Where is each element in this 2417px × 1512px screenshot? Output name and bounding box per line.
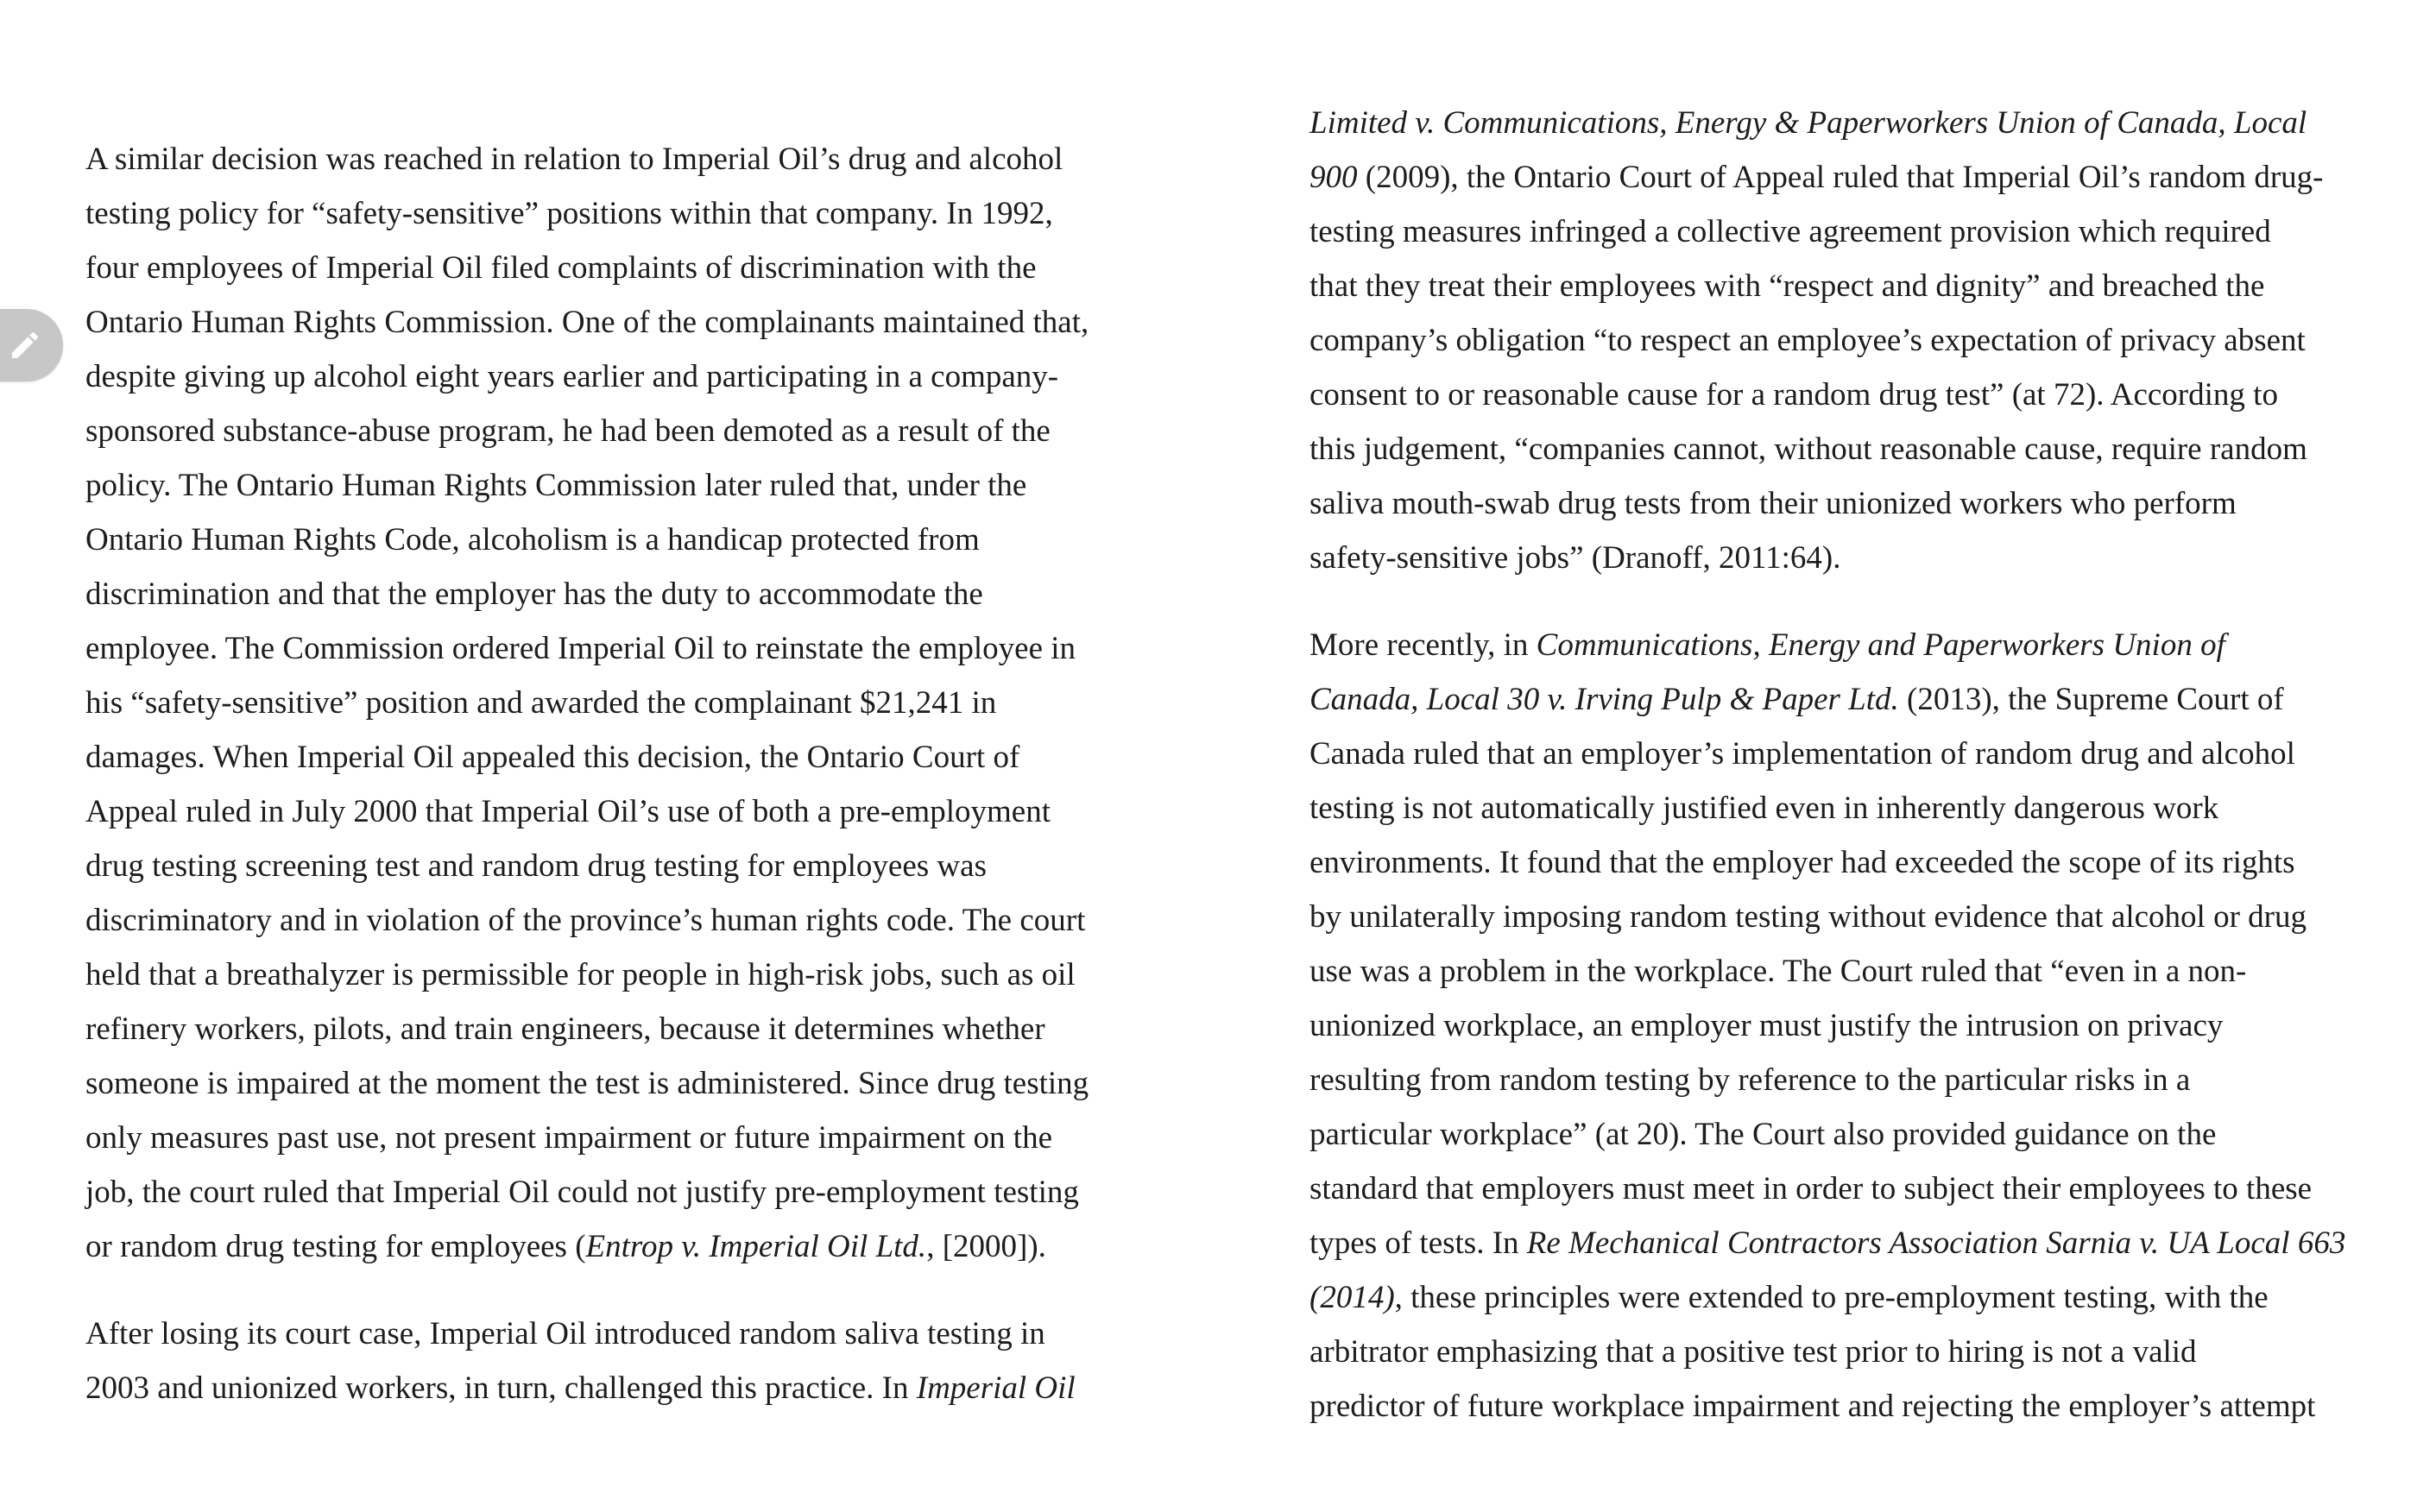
text-line bbox=[85, 1056, 1152, 1111]
text-run: job, the court ruled that Imperial Oil could not justify pre-employment testing bbox=[85, 1175, 1079, 1210]
text-run: consent to or reasonable cause for a random drug test” (at 72). According to bbox=[1309, 377, 2278, 413]
right-paragraph-1 bbox=[1309, 96, 2380, 585]
text-run: despite giving up alcohol eight years earlier and participating in a company- bbox=[85, 359, 1059, 394]
text-run: testing is not automatically justified even in inherently dangerous work bbox=[1309, 791, 2219, 826]
text-run: or random drug testing for employees ( bbox=[85, 1229, 586, 1264]
text-run: held that a breathalyzer is permissible for people in high-risk jobs, such as oil bbox=[85, 957, 1076, 992]
text-line bbox=[85, 350, 1152, 404]
right-column bbox=[1309, 96, 2380, 1433]
italic-citation: Limited v. Communications, Energy & Paperworkers Union of Canada, Local bbox=[1309, 105, 2307, 141]
text-line bbox=[85, 893, 1152, 948]
text-line bbox=[1309, 672, 2380, 727]
text-line bbox=[1309, 368, 2380, 422]
text-run: , [2000]). bbox=[926, 1229, 1046, 1264]
italic-citation: (2014) bbox=[1309, 1280, 1395, 1315]
text-line bbox=[85, 784, 1152, 839]
text-line bbox=[1309, 1379, 2380, 1433]
text-line bbox=[85, 295, 1152, 350]
text-run: safety-sensitive jobs” (Dranoff, 2011:64). bbox=[1309, 540, 1841, 576]
text-run: After losing its court case, Imperial Oil introduced random saliva testing in bbox=[85, 1316, 1045, 1351]
italic-citation: 900 bbox=[1309, 160, 1358, 195]
text-line bbox=[1309, 781, 2380, 835]
text-line bbox=[85, 567, 1152, 621]
italic-citation: Communications, Energy and Paperworkers Union of bbox=[1536, 627, 2225, 663]
edit-button[interactable] bbox=[0, 309, 63, 381]
text-run: only measures past use, not present impairment or future impairment on the bbox=[85, 1120, 1052, 1156]
text-line bbox=[1309, 205, 2380, 259]
text-run: standard that employers must meet in order to subject their employees to these bbox=[1309, 1171, 2313, 1206]
left-paragraph-2 bbox=[85, 1307, 1152, 1415]
text-run: discriminatory and in violation of the province’s human rights code. The court bbox=[85, 903, 1086, 938]
text-line bbox=[85, 1111, 1152, 1165]
text-run: saliva mouth-swab drug tests from their unionized workers who perform bbox=[1309, 486, 2237, 521]
text-run: drug testing screening test and random drug testing for employees was bbox=[85, 848, 987, 884]
text-line bbox=[85, 1002, 1152, 1056]
text-line bbox=[85, 186, 1152, 241]
text-line bbox=[85, 1307, 1152, 1361]
text-line bbox=[1309, 727, 2380, 781]
text-run: this judgement, “companies cannot, without reasonable cause, require random bbox=[1309, 432, 2307, 467]
text-run: types of tests. In bbox=[1309, 1225, 1527, 1261]
text-run: by unilaterally imposing random testing without evidence that alcohol or drug bbox=[1309, 899, 2307, 935]
text-run: refinery workers, pilots, and train engineers, because it determines whether bbox=[85, 1011, 1045, 1047]
text-line bbox=[85, 948, 1152, 1002]
text-line bbox=[1309, 1107, 2380, 1162]
text-line bbox=[85, 1219, 1152, 1274]
text-line bbox=[1309, 259, 2380, 313]
pencil-icon bbox=[8, 328, 42, 362]
text-line bbox=[1309, 1270, 2380, 1325]
text-run: Ontario Human Rights Code, alcoholism is a handicap protected from bbox=[85, 522, 980, 558]
text-run: testing policy for “safety-sensitive” positions within that company. In 1992, bbox=[85, 196, 1053, 231]
text-run: sponsored substance-abuse program, he had been demoted as a result of the bbox=[85, 413, 1051, 449]
text-line bbox=[1309, 313, 2380, 368]
italic-citation: Re Mechanical Contractors Association Sarnia v. UA Local 663 bbox=[1526, 1225, 2346, 1261]
text-run: Ontario Human Rights Commission. One of the complainants maintained that, bbox=[85, 305, 1089, 340]
text-run: , these principles were extended to pre-employment testing, with the bbox=[1394, 1280, 2269, 1315]
text-line bbox=[1309, 422, 2380, 476]
text-line bbox=[1309, 890, 2380, 944]
text-run: employee. The Commission ordered Imperial Oil to reinstate the employee in bbox=[85, 631, 1076, 666]
italic-citation: Imperial Oil bbox=[916, 1370, 1076, 1406]
text-run: his “safety-sensitive” position and awarded the complainant $21,241 in bbox=[85, 685, 997, 721]
text-line bbox=[85, 621, 1152, 676]
text-run: (2009), the Ontario Court of Appeal ruled that Imperial Oil’s random drug- bbox=[1357, 160, 2324, 195]
text-run: More recently, in bbox=[1309, 627, 1537, 663]
text-line bbox=[85, 132, 1152, 186]
text-run: unionized workplace, an employer must justify the intrusion on privacy bbox=[1309, 1008, 2224, 1043]
text-run: discrimination and that the employer has the duty to accommodate the bbox=[85, 576, 983, 612]
text-line bbox=[85, 730, 1152, 784]
text-run: company’s obligation “to respect an employee’s expectation of privacy absent bbox=[1309, 323, 2306, 358]
text-line bbox=[1309, 999, 2380, 1053]
text-run: use was a problem in the workplace. The Court ruled that “even in a non- bbox=[1309, 954, 2247, 989]
text-line bbox=[1309, 835, 2380, 890]
text-line bbox=[85, 839, 1152, 893]
text-line bbox=[85, 241, 1152, 295]
text-run: testing measures infringed a collective agreement provision which required bbox=[1309, 214, 2271, 249]
text-run: predictor of future workplace impairment and rejecting the employer’s attempt bbox=[1309, 1389, 2316, 1424]
text-line bbox=[85, 676, 1152, 730]
right-paragraph-2 bbox=[1309, 618, 2380, 1433]
text-line bbox=[1309, 96, 2380, 150]
text-line bbox=[1309, 1162, 2380, 1216]
text-run: 2003 and unionized workers, in turn, challenged this practice. In bbox=[85, 1370, 917, 1406]
text-line bbox=[1309, 944, 2380, 999]
text-run: Appeal ruled in July 2000 that Imperial Oil’s use of both a pre-employment bbox=[85, 794, 1051, 829]
left-paragraph-1 bbox=[85, 132, 1152, 1274]
text-line bbox=[1309, 1325, 2380, 1379]
text-run: environments. It found that the employer had exceeded the scope of its rights bbox=[1309, 845, 2295, 880]
italic-citation: Entrop v. Imperial Oil Ltd. bbox=[585, 1229, 927, 1264]
text-run: arbitrator emphasizing that a positive test prior to hiring is not a valid bbox=[1309, 1334, 2197, 1370]
text-run: Canada ruled that an employer’s implementation of random drug and alcohol bbox=[1309, 736, 2295, 772]
text-line bbox=[85, 404, 1152, 458]
text-run: resulting from random testing by reference to the particular risks in a bbox=[1309, 1062, 2191, 1098]
text-line bbox=[1309, 531, 2380, 585]
text-line bbox=[1309, 1216, 2380, 1270]
text-run: A similar decision was reached in relation to Imperial Oil’s drug and alcohol bbox=[85, 142, 1063, 177]
text-line bbox=[1309, 1053, 2380, 1107]
text-line bbox=[1309, 476, 2380, 531]
text-run: damages. When Imperial Oil appealed this decision, the Ontario Court of bbox=[85, 740, 1020, 775]
text-run: that they treat their employees with “respect and dignity” and breached the bbox=[1309, 268, 2265, 304]
text-line bbox=[85, 513, 1152, 567]
text-run: four employees of Imperial Oil filed complaints of discrimination with the bbox=[85, 250, 1037, 286]
text-run: someone is impaired at the moment the test is administered. Since drug testing bbox=[85, 1066, 1089, 1101]
text-line bbox=[85, 458, 1152, 513]
left-column bbox=[85, 132, 1152, 1415]
text-line bbox=[85, 1361, 1152, 1415]
text-run: policy. The Ontario Human Rights Commission later ruled that, under the bbox=[85, 468, 1027, 503]
text-run: particular workplace” (at 20). The Court also provided guidance on the bbox=[1309, 1117, 2217, 1152]
text-line bbox=[85, 1165, 1152, 1219]
text-line bbox=[1309, 150, 2380, 205]
italic-citation: Canada, Local 30 v. Irving Pulp & Paper Ltd. bbox=[1309, 682, 1899, 717]
text-run: (2013), the Supreme Court of bbox=[1898, 682, 2284, 717]
text-line bbox=[1309, 618, 2380, 672]
